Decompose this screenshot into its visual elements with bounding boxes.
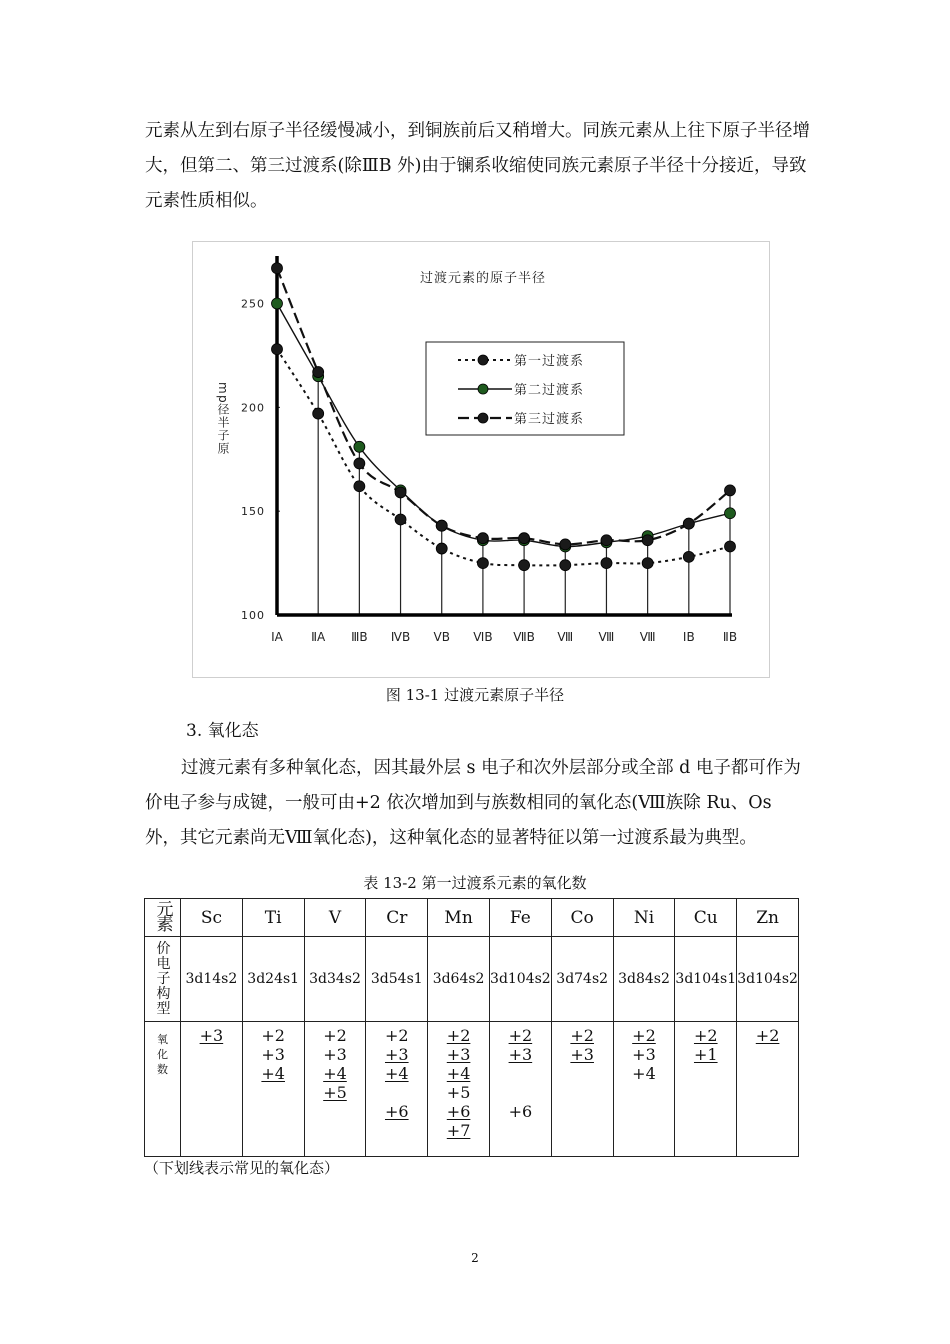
oxidation-gap [366,1083,427,1102]
oxidation-value: +4 [384,1064,409,1083]
data-point-series-3 [601,535,612,546]
data-point-series-1 [519,560,530,571]
x-tick-label: ⅠA [271,630,283,644]
data-point-series-2 [725,508,736,519]
atomic-radius-figure [192,241,770,678]
oxidation-value: +3 [446,1045,471,1064]
table-cell-element: Sc [181,899,243,937]
oxidation-value: +3 [632,1045,656,1064]
chart-title: 过渡元素的原子半径 [419,271,547,286]
y-tick-label: 250 [241,297,265,311]
oxidation-value: +2 [755,1026,780,1045]
legend-label: 第二过渡系 [514,383,585,398]
table-cell-oxidation [489,1022,551,1157]
data-point-series-1 [313,408,324,419]
data-point-series-3 [477,533,488,544]
oxidation-value: +3 [323,1045,347,1064]
oxidation-value: +2 [446,1026,471,1045]
x-tick-label: Ⅷ [639,630,656,644]
oxidation-gap [490,1083,551,1102]
legend-label: 第三过渡系 [514,412,585,427]
table-row-element [145,899,799,937]
table-cell-element: Zn [737,899,799,937]
legend-marker [478,384,488,394]
table-cell-config: 3d84s2 [613,937,675,1022]
oxidation-value: +4 [446,1064,471,1083]
table-cell-config: 3d64s2 [428,937,490,1022]
x-tick-label: ⅦB [513,630,535,644]
data-point-series-3 [683,518,694,529]
table-cell-config: 3d14s2 [181,937,243,1022]
table-cell-element: V [304,899,366,937]
oxidation-value: +4 [261,1064,285,1083]
table-cell-element: Cu [675,899,737,937]
table-cell-oxidation [366,1022,428,1157]
oxidation-value: +2 [261,1026,285,1045]
x-tick-label: ⅣB [390,630,411,644]
oxidation-value: +2 [570,1026,594,1045]
oxidation-value: +3 [508,1045,533,1064]
oxidation-gap [490,1064,551,1083]
data-point-series-3 [395,487,406,498]
oxidation-value: +3 [384,1045,409,1064]
data-point-series-1 [272,344,283,355]
oxidation-value: +2 [693,1026,718,1045]
y-tick-label: 150 [241,505,265,519]
table-cell-oxidation [428,1022,490,1157]
oxidation-value: +1 [693,1045,718,1064]
data-point-series-1 [354,481,365,492]
x-tick-label: Ⅷ [557,630,574,644]
x-tick-label: ⅡA [311,630,326,644]
legend-marker [478,413,488,423]
x-tick-label: ⅥB [473,630,493,644]
table-cell-config: 3d104s2 [489,937,551,1022]
oxidation-state-table [144,898,799,1157]
table-row-oxidation [145,1022,799,1157]
table-cell-oxidation [675,1022,737,1157]
body-paragraph-2: 过渡元素有多种氧化态，因其最外层 s 电子和次外层部分或全部 d 电子都可作为价电子参与成键，一般可由+2 依次增加到与族数相同的氧化态(Ⅷ族除 Ru、Os 外，其它元素尚无Ⅷ氧化态)，这种氧化态的显著特征以第一过渡系最为典型。 [145,758,801,848]
table-cell-oxidation [551,1022,613,1157]
oxidation-value: +7 [446,1121,471,1140]
oxidation-value: +3 [199,1026,224,1045]
table-cell-config: 3d34s2 [304,937,366,1022]
data-point-series-3 [354,458,365,469]
table-cell-config: 3d24s1 [242,937,304,1022]
oxidation-value: +6 [508,1102,533,1121]
y-axis-label: m p 径半子原 [216,382,230,456]
oxidation-value: +5 [323,1083,347,1102]
table-cell-element: Cr [366,899,428,937]
oxidation-value: +6 [384,1102,409,1121]
row-header-config: 价电子构型 [145,937,181,1022]
table-cell-element: Ni [613,899,675,937]
table-cell-config: 3d74s2 [551,937,613,1022]
data-point-series-3 [436,520,447,531]
oxidation-value: +2 [384,1026,409,1045]
data-point-series-3 [519,533,530,544]
table-cell-element: Fe [489,899,551,937]
x-tick-label: ⅤB [433,630,450,644]
x-tick-label: Ⅷ [598,630,615,644]
x-tick-label: ⅢB [351,630,368,644]
table-cell-oxidation [737,1022,799,1157]
data-point-series-1 [683,551,694,562]
data-point-series-1 [725,541,736,552]
oxidation-value: +4 [323,1064,347,1083]
atomic-radius-chart [193,242,769,677]
row-header-element: 元素 [145,899,181,937]
data-point-series-1 [560,560,571,571]
data-point-series-1 [477,558,488,569]
table-cell-element: Ti [242,899,304,937]
table-cell-config: 3d104s2 [737,937,799,1022]
table-cell-element: Mn [428,899,490,937]
row-header-oxidation: 氧化数 [145,1022,181,1157]
table-cell-config: 3d54s1 [366,937,428,1022]
table-cell-element: Co [551,899,613,937]
data-point-series-1 [601,558,612,569]
oxidation-value: +3 [570,1045,594,1064]
oxidation-value: +4 [632,1064,656,1083]
oxidation-value: +5 [446,1083,471,1102]
table-cell-oxidation [242,1022,304,1157]
page-number: 2 [471,1251,479,1265]
oxidation-value: +2 [632,1026,656,1045]
table-cell-config: 3d104s1 [675,937,737,1022]
data-point-series-3 [272,263,283,274]
section-heading: 3. 氧化态 [186,721,259,741]
data-point-series-3 [313,367,324,378]
data-point-series-1 [642,558,653,569]
data-point-series-3 [642,535,653,546]
y-tick-label: 100 [241,609,265,622]
table-cell-oxidation [181,1022,243,1157]
data-point-series-1 [436,543,447,554]
data-point-series-2 [354,441,365,452]
oxidation-value: +6 [446,1102,471,1121]
legend-label: 第一过渡系 [514,354,585,369]
table-cell-oxidation [613,1022,675,1157]
y-tick-label: 200 [241,401,265,415]
oxidation-value: +2 [323,1026,347,1045]
figure-caption: 图 13-1 过渡元素原子半径 [385,686,565,704]
data-point-series-2 [272,298,283,309]
data-point-series-3 [725,485,736,496]
oxidation-value: +2 [508,1026,533,1045]
oxidation-value: +3 [261,1045,285,1064]
legend-marker [478,355,488,365]
table-caption: 表 13-2 第一过渡系元素的氧化数 [363,874,587,892]
data-point-series-3 [560,539,571,550]
table-footnote: （下划线表示常见的氧化态） [144,1159,340,1177]
body-paragraph-1: 元素从左到右原子半径缓慢减小，到铜族前后又稍增大。同族元素从上往下原子半径增大，但第二、第三过渡系(除ⅢB 外)由于镧系收缩使同族元素原子半径十分接近，导致元素性质相似。 [145,121,810,211]
x-tick-label: ⅡB [722,630,738,644]
table-row-config [145,937,799,1022]
table-cell-oxidation [304,1022,366,1157]
data-point-series-1 [395,514,406,525]
x-tick-label: ⅠB [682,630,695,644]
